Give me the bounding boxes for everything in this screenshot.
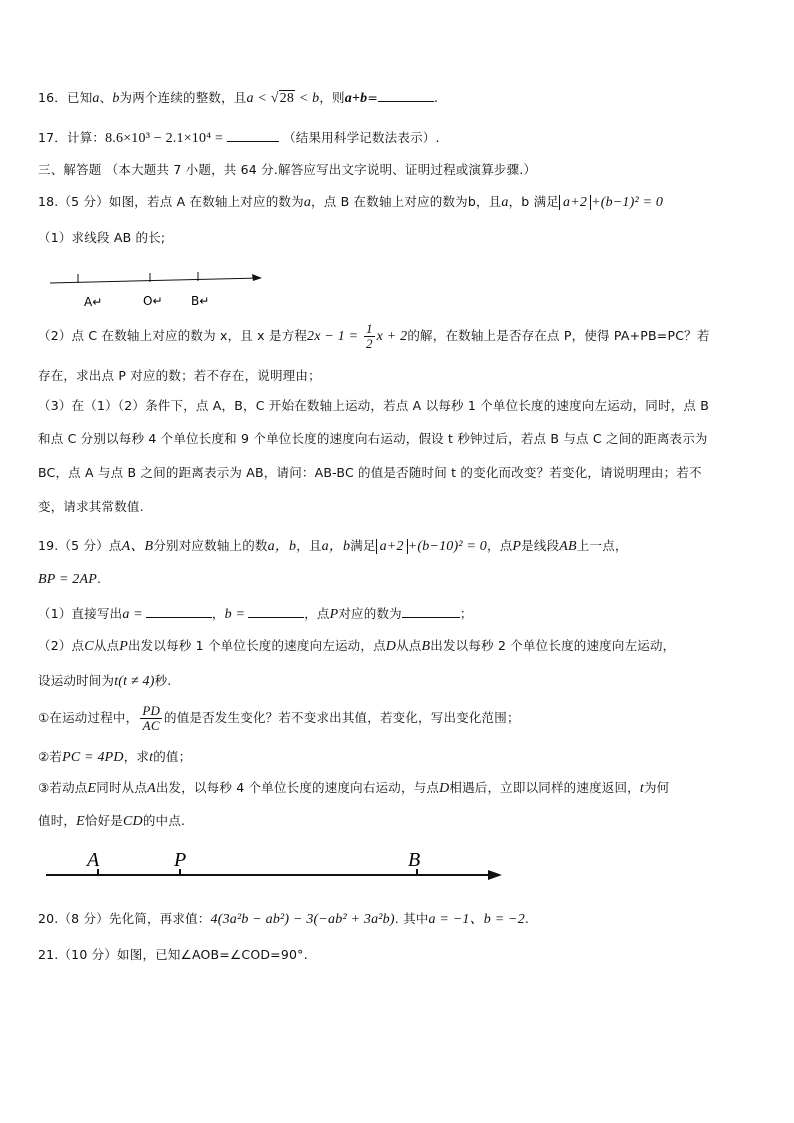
- q19-p1-p: P: [329, 607, 339, 622]
- q19-s3-l2-b: 恰好是: [84, 813, 123, 828]
- q19-pts: A、B: [121, 539, 154, 554]
- q19-seg-ab: AB: [559, 539, 577, 554]
- q18-axis-label-b: B↵: [191, 294, 210, 308]
- q16-var-a: a: [92, 91, 100, 106]
- q19-part2-line2: [38, 671, 171, 690]
- q19-stem-mid2: ，且: [296, 538, 322, 553]
- q18-stem: [38, 192, 663, 211]
- q18-part3-line2: 和点 C 分别以每秒 4 个单位长度和 9 个单位长度的速度向右运动，假设 t 秒钟过后，若点 B 与点 C 之间的距离表示为: [38, 431, 708, 446]
- q16-eq: =: [367, 90, 378, 105]
- q19-s1-suffix: 的值是否发生变化？若不变求出其值，若变化，写出变化范围；: [164, 710, 520, 725]
- q19-p2-p: P: [119, 639, 128, 654]
- q20-vals: a = −1、b = −2: [428, 912, 525, 927]
- q17-answer-blank: [227, 129, 279, 142]
- q18-cond-rest: +(b−1)² = 0: [591, 195, 664, 210]
- q19-s3-d-text: 相遇后，立即以同样的速度返回，: [449, 780, 640, 795]
- q18-p2-eq-rhs: x + 2: [376, 329, 408, 344]
- q19-p2-b: 从点: [93, 638, 120, 653]
- q19-cond-rest: +(b−10)² = 0: [407, 539, 487, 554]
- q18-abs: a+2: [559, 195, 591, 210]
- q19-s3-l2-c: 的中点.: [142, 813, 186, 828]
- q19-ab: a，b: [267, 539, 297, 554]
- q19-p1-mid2: 对应的数为: [338, 606, 402, 621]
- q19-sub1: [38, 704, 520, 733]
- q19-blank-p: [402, 605, 460, 618]
- q19-s3-t: t: [639, 781, 644, 796]
- q19-s3-c: 出发，以每秒 4 个单位长度的速度向右运动，与点: [155, 780, 440, 795]
- q19-s3-d: D: [439, 781, 450, 796]
- q16-expr: a+b: [344, 91, 368, 106]
- q16-ineq-lhs: a <: [246, 91, 271, 106]
- q16-mid: 为两个连续的整数，且: [119, 90, 247, 105]
- q16-ineq-rhs: < b: [295, 91, 320, 106]
- q16-sep: 、: [99, 90, 113, 105]
- q18-number-line: [46, 268, 276, 314]
- q16-line: [38, 88, 438, 107]
- q18-p2-frac-den: 2: [365, 336, 373, 351]
- q19-axis-label-b: B: [408, 849, 421, 871]
- q17-line: [38, 128, 440, 147]
- q18-stem-prefix: 18.（5 分）如图，若点 A 在数轴上对应的数为: [38, 194, 304, 209]
- q19-p2-l2-a: 设运动时间为: [38, 673, 115, 688]
- q18-part3-line1: （3）在（1）（2）条件下，点 A，B，C 开始在数轴上运动，若点 A 以每秒 1 个单位长度的速度向左运动，同时，点 B: [38, 398, 710, 413]
- q19-sub3-line2: [38, 811, 185, 830]
- q19-relation: [38, 571, 101, 588]
- section3-title: 三、解答题 （本大题共 7 小题，共 64 分.解答应写出文字说明、证明过程或演算步骤.）: [38, 162, 537, 177]
- q19-s1-num: PD: [142, 703, 161, 718]
- q19-p1-a: a =: [122, 607, 143, 622]
- q19-s2-end: 的值；: [153, 749, 192, 764]
- q19-s3-a-var: A: [147, 781, 156, 796]
- q19-number-line: [40, 844, 510, 884]
- q18-p2-eq-lhs: 2x − 1 =: [307, 329, 362, 344]
- q19-s2-t: t: [149, 750, 154, 765]
- q18-stem-mid2: ，b 满足: [508, 194, 559, 209]
- q17-prefix: 17．计算：: [38, 130, 106, 145]
- q19-stem: [38, 535, 628, 555]
- q18-var-a2: a: [501, 195, 509, 210]
- q19-s2-expr: PC = 4PD: [62, 750, 124, 765]
- q19-stem-mid5: 是线段: [521, 538, 560, 553]
- q19-rel-end: .: [97, 571, 102, 586]
- q19-p1-mid: ，点: [304, 606, 330, 621]
- q19-s1-prefix: ①在运动过程中，: [38, 710, 139, 725]
- q19-p1-prefix: （1）直接写出: [38, 606, 123, 621]
- q19-s3-cd: CD: [122, 814, 143, 829]
- q16-answer-blank: [378, 89, 434, 102]
- q19-stem-mid3: 满足: [350, 538, 376, 553]
- q19-p1-sep: ，: [211, 606, 225, 621]
- q19-p2-b-var: B: [421, 639, 431, 654]
- q19-part1: [38, 604, 473, 623]
- q20-prefix: 20.（8 分）先化简，再求值：: [38, 911, 211, 926]
- q18-part2: [38, 322, 710, 351]
- q18-p2-fraction: [364, 322, 375, 351]
- q20-end: .: [524, 911, 530, 926]
- q19-stem-mid: 分别对应数轴上的数: [153, 538, 268, 553]
- q19-part2-line1: [38, 636, 675, 655]
- q19-s3-e2: E: [76, 814, 85, 829]
- q18-axis-label-o: O↵: [143, 294, 163, 308]
- q18-var-a: a: [303, 195, 312, 210]
- q20-mid: . 其中: [394, 911, 429, 926]
- q19-s2-prefix: ②若: [38, 749, 63, 764]
- q16-end: .: [434, 90, 439, 105]
- q18-axis-label-a: A↵: [84, 295, 103, 309]
- q19-s3-e-text: 为何: [643, 780, 670, 795]
- q19-p1-end: ；: [459, 606, 473, 621]
- q21-line: 21.（10 分）如图，已知∠AOB=∠COD=90°.: [38, 947, 308, 962]
- q19-blank-b: [248, 605, 304, 618]
- q16-then: ，则: [319, 90, 345, 105]
- q17-expr: 8.6×10³ − 2.1×10⁴ =: [105, 131, 224, 146]
- q18-p2-suffix: 的解，在数轴上是否存在点 P，使得 PA+PB=PC？若: [407, 328, 710, 343]
- q19-sub3-line1: [38, 778, 669, 797]
- q19-axis-label-a: A: [87, 849, 100, 871]
- q16-sqrt-arg: 28: [279, 91, 295, 106]
- q19-stem-end: 上一点，: [576, 538, 628, 553]
- q19-s2-mid: ，求: [123, 749, 150, 764]
- q19-p2-c-text: 出发以每秒 1 个单位长度的速度向左运动，点: [127, 638, 386, 653]
- q19-s3-e: E: [87, 781, 97, 796]
- q17-suffix: （结果用科学记数法表示）.: [283, 130, 440, 145]
- q16-sqrt-sign: √: [270, 91, 279, 106]
- q19-s3-b: 同时从点: [96, 780, 148, 795]
- q20-line: [38, 908, 529, 928]
- q19-s3-a: ③若动点: [38, 780, 88, 795]
- q18-p2-frac-num: 1: [365, 321, 373, 336]
- q19-blank-a: [146, 605, 212, 618]
- q16-prefix: 16．已知: [38, 90, 93, 105]
- q18-part1: （1）求线段 AB 的长;: [38, 230, 166, 245]
- q19-rel: BP = 2AP: [38, 572, 98, 587]
- q19-p2-l2-b: 秒.: [154, 673, 172, 688]
- q19-ab2: a，b: [321, 539, 351, 554]
- q18-part3-line4: 变，请求其常数值.: [38, 499, 144, 514]
- q19-s1-fraction: [140, 704, 162, 733]
- q19-p1-b: b =: [224, 607, 246, 622]
- q19-p2-d-text: 从点: [396, 638, 422, 653]
- q19-s1-den: AC: [142, 718, 160, 733]
- q19-p2-a: （2）点: [38, 638, 85, 653]
- q19-s3-l2-a: 值时，: [38, 813, 77, 828]
- q19-stem-mid4: ，点: [487, 538, 513, 553]
- q19-var-p: P: [512, 539, 522, 554]
- q19-p2-c: C: [84, 639, 94, 654]
- q18-part2-line2: 存在，求出点 P 对应的数；若不存在，说明理由；: [38, 368, 321, 383]
- q19-abs: a+2: [376, 539, 408, 554]
- q18-stem-mid: ，点 B 在数轴上对应的数为b，且: [311, 194, 502, 209]
- q19-stem-prefix: 19.（5 分）点: [38, 538, 122, 553]
- q19-sub2: [38, 747, 191, 766]
- q18-part3-line3: BC，点 A 与点 B 之间的距离表示为 AB，请问：AB-BC 的值是否随时间 t 的变化而改变？若变化，请说明理由；若不: [38, 465, 702, 480]
- q18-p2-prefix: （2）点 C 在数轴上对应的数为 x，且 x 是方程: [38, 328, 308, 343]
- q19-p2-t: t(t ≠ 4): [114, 674, 155, 689]
- q20-expr: 4(3a²b − ab²) − 3(−ab² + 3a²b): [210, 912, 395, 927]
- q16-var-b: b: [112, 91, 120, 106]
- q19-axis-label-p: P: [174, 849, 187, 871]
- q19-p2-d: D: [385, 639, 397, 654]
- q19-p2-e-text: 出发以每秒 2 个单位长度的速度向左运动，: [430, 638, 676, 653]
